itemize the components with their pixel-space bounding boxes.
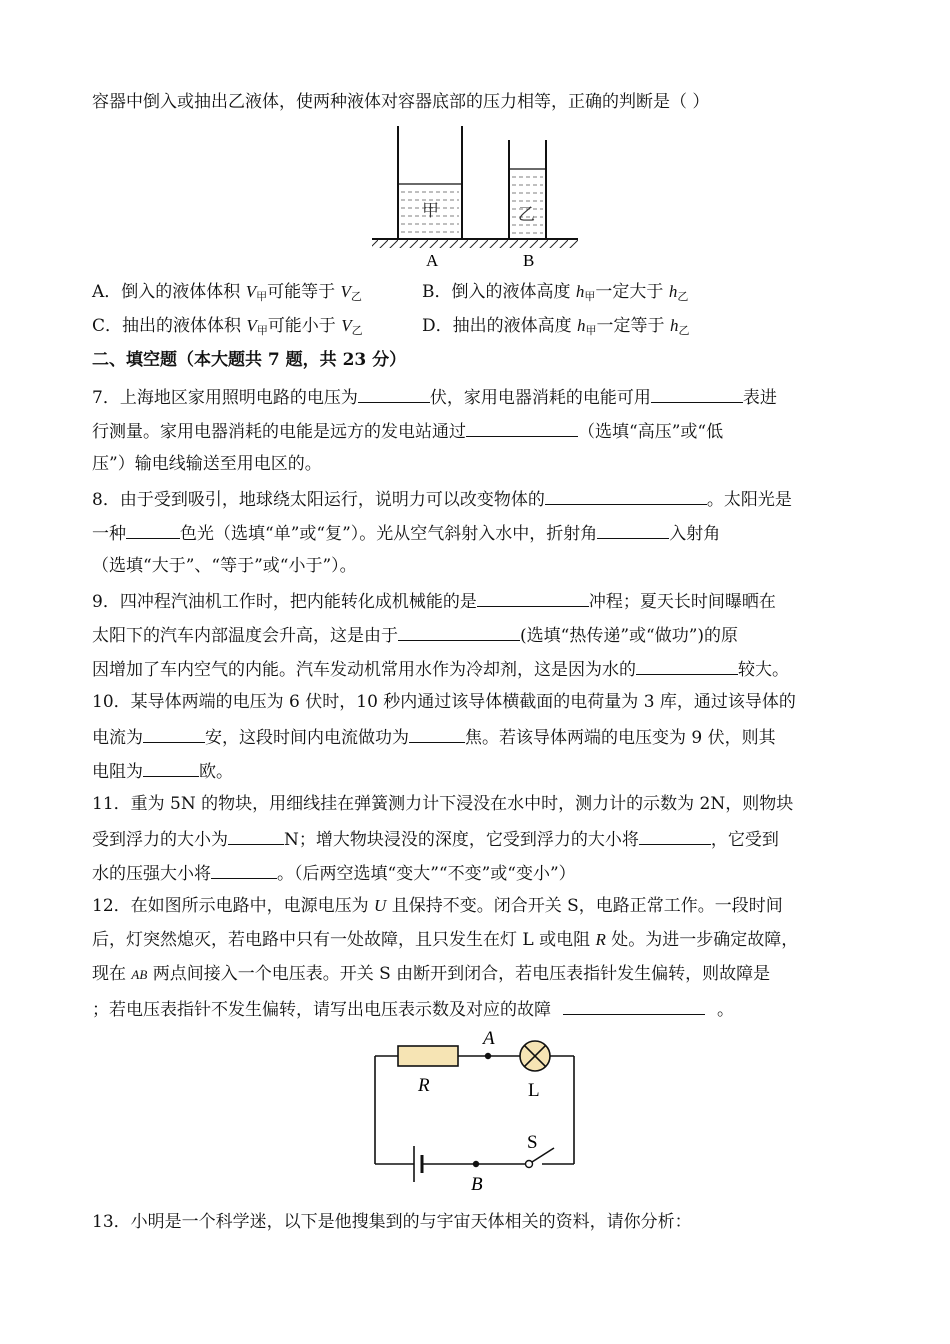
q12-line-1: 12．在如图所示电路中，电源电压为 U 且保持不变。闭合开关 S，电路正常工作。一段时间 (92, 896, 783, 916)
q10-line-2: 电流为 安，这段时间内电流做功为 焦。若该导体两端的电压变为 9 伏，则其 (92, 724, 776, 750)
container-label-a: A (426, 251, 439, 270)
q9-blank-2[interactable] (398, 622, 520, 641)
node-b (473, 1161, 479, 1167)
label-r: R (418, 1075, 430, 1096)
q10-line-3: 电阻为 欧。 (92, 758, 233, 784)
q6-option-b: B．倒入的液体高度 $h_甲$一定大于 $h_乙$ (422, 282, 689, 303)
q6-option-c: C．抽出的液体体积 $V_甲$可能小于 $V_乙$ (92, 316, 363, 337)
q8-line-2: 一种 色光（选填“单”或“复”）。光从空气斜射入水中，折射角 入射角 (92, 520, 720, 546)
q10-blank-1[interactable] (143, 724, 205, 743)
q7-line-2: 行测量。家用电器消耗的电能是远方的发电站通过 （选填“高压”或“低 (92, 418, 723, 444)
q9-line-2: 太阳下的汽车内部温度会升高，这是由于 (选填“热传递”或“做功”)的原 (92, 622, 738, 648)
label-s: S (527, 1132, 538, 1153)
liquid-label-yi: 乙 (518, 205, 535, 225)
q8-blank-1[interactable] (545, 486, 707, 505)
q7-blank-2[interactable] (651, 384, 743, 403)
node-a (485, 1053, 491, 1059)
q7-line-1: 7．上海地区家用照明电路的电压为 伏，家用电器消耗的电能可用 表进 (92, 384, 777, 410)
section-title: 二、填空题（本大题共 7 题，共 23 分） (92, 350, 407, 370)
q12-line-2: 后，灯突然熄灭，若电路中只有一处故障，且只发生在灯 L 或电阻 R 处。为进一步确定故障， (92, 930, 799, 950)
q8-blank-2[interactable] (126, 520, 180, 539)
q9-blank-1[interactable] (477, 588, 589, 607)
q12-line-4: ；若电压表指针不发生偏转，请写出电压表示数及对应的故障 。 (92, 996, 734, 1022)
q6-option-a: A．倒入的液体体积 $V_甲$可能等于 $V_乙$ (92, 282, 362, 303)
q12-circuit-diagram (360, 1024, 590, 1196)
q10-blank-2[interactable] (409, 724, 465, 743)
q7-blank-1[interactable] (358, 384, 430, 403)
q11-line-1: 11．重为 5N 的物块，用细线挂在弹簧测力计下浸没在水中时，测力计的示数为 2N，则物块 (92, 794, 794, 814)
liquid-yi (510, 169, 545, 238)
label-a: A (483, 1028, 495, 1049)
resistor-r (398, 1046, 458, 1066)
q8-blank-3[interactable] (597, 520, 669, 539)
q6-option-d: D．抽出的液体高度 $h_甲$一定等于 $h_乙$ (422, 316, 690, 337)
q10-line-1: 10．某导体两端的电压为 6 伏时，10 秒内通过该导体横截面的电荷量为 3 库，通过该导体的 (92, 692, 796, 712)
q12-line-3: 现在 AB 两点间接入一个电压表。开关 S 由断开到闭合，若电压表指针发生偏转，则故障是 (92, 964, 771, 984)
q7-blank-3[interactable] (466, 418, 578, 437)
q8-line-1: 8．由于受到吸引，地球绕太阳运行，说明力可以改变物体的 。太阳光是 (92, 486, 792, 512)
q6-stem: 容器中倒入或抽出乙液体，使两种液体对容器底部的压力相等，正确的判断是（ ） (92, 92, 710, 112)
q6-container-figure (368, 120, 582, 270)
container-a (398, 126, 462, 238)
liquid-label-jia: 甲 (422, 201, 439, 221)
label-l: L (528, 1080, 540, 1101)
q10-blank-3[interactable] (143, 758, 199, 777)
q9-line-1: 9．四冲程汽油机工作时，把内能转化成机械能的是 冲程；夏天长时间曝晒在 (92, 588, 776, 614)
q9-line-3: 因增加了车内空气的内能。汽车发动机常用水作为冷却剂，这是因为水的 较大。 (92, 656, 789, 682)
q11-blank-1[interactable] (228, 826, 284, 845)
battery (414, 1146, 422, 1182)
lamp-l (520, 1041, 550, 1071)
q11-blank-2[interactable] (639, 826, 711, 845)
q8-line-3: （选填“大于”、“等于”或“小于”）。 (92, 556, 357, 576)
label-b: B (471, 1174, 483, 1195)
q12-blank-1[interactable] (563, 996, 705, 1015)
container-label-b: B (523, 251, 535, 270)
q13-line-1: 13．小明是一个科学迷，以下是他搜集到的与宇宙天体相关的资料，请你分析： (92, 1212, 692, 1232)
q9-blank-3[interactable] (636, 656, 738, 675)
ground-hatch (372, 240, 578, 248)
q11-line-3: 水的压强大小将 。（后两空选填“变大”“不变”或“变小”） (92, 860, 576, 886)
q11-blank-3[interactable] (211, 860, 277, 879)
q11-line-2: 受到浮力的大小为 N；增大物块浸没的深度，它受到浮力的大小将 ，它受到 (92, 826, 779, 852)
q7-line-3: 压”）输电线输送至用电区的。 (92, 454, 322, 474)
